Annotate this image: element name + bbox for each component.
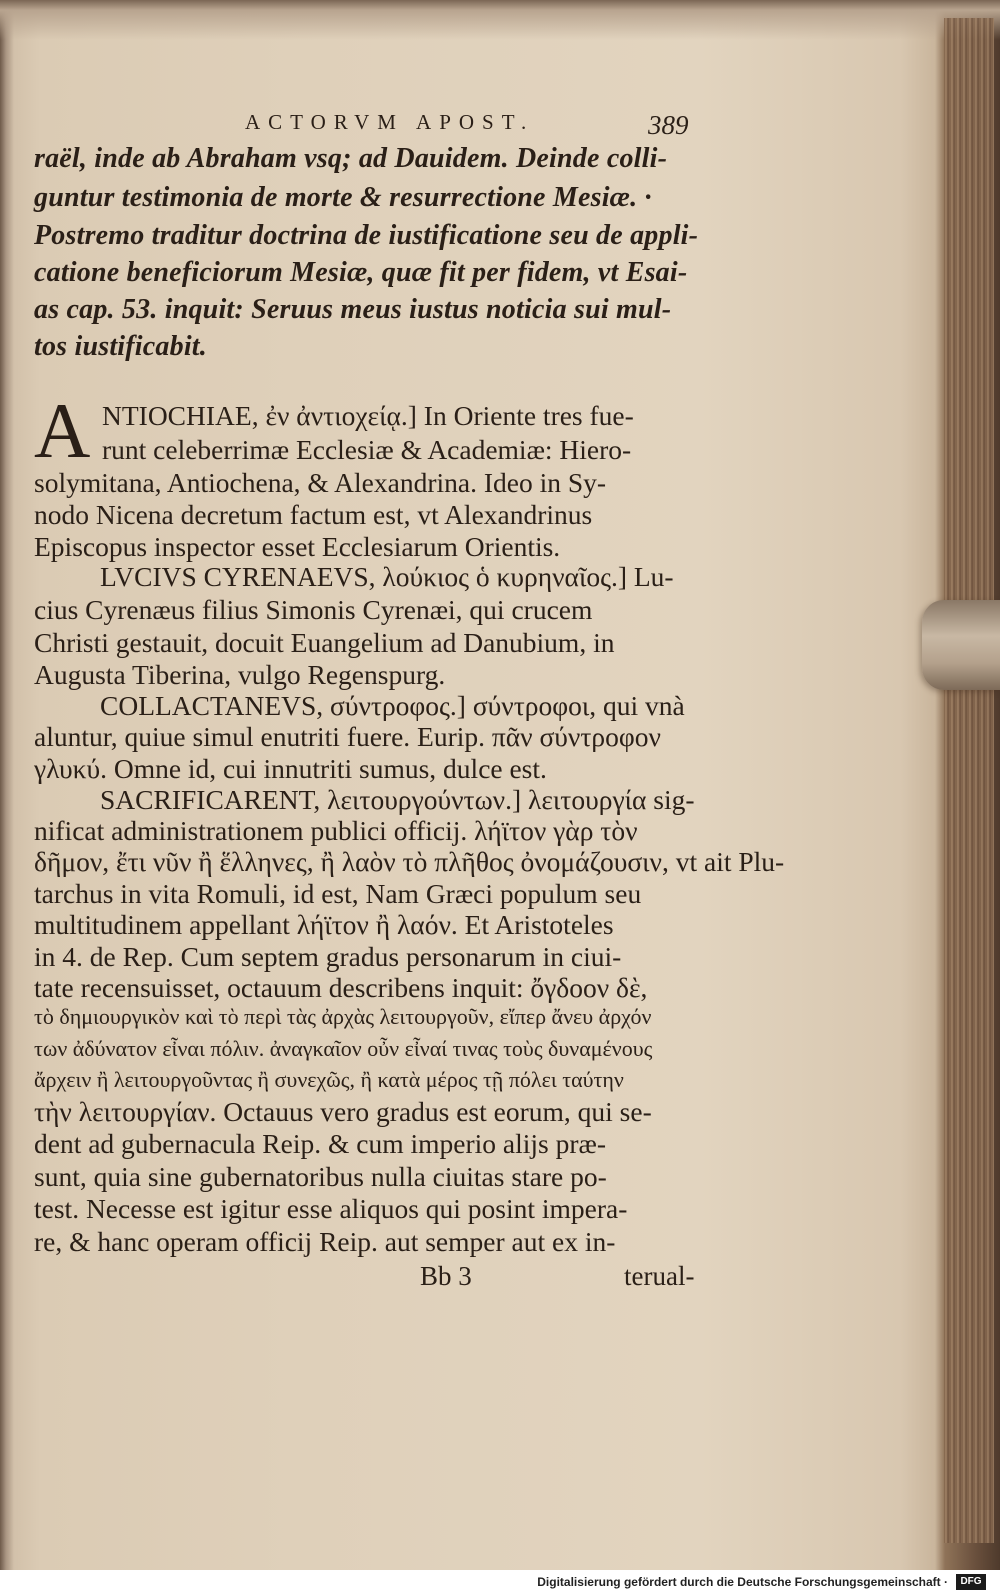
body-line: SACRIFICARENT, λειτουργούντων.] λειτουργία sig- <box>100 784 695 815</box>
body-line: multitudinem appellant λήϊτον ἢ λαόν. Et Aristoteles <box>34 909 614 940</box>
intro-line: as cap. 53. inquit: Seruus meus iustus noticia sui mul- <box>34 294 672 325</box>
body-line: ἄρχειν ἢ λειτουργοῦντας ἢ συνεχῶς, ἢ κατὰ μέρος τῇ πόλει ταύτην <box>34 1067 624 1092</box>
body-line: Augusta Tiberina, vulgo Regenspurg. <box>34 659 446 690</box>
body-line: dent ad gubernacula Reip. & cum imperio alijs præ- <box>34 1128 606 1159</box>
intro-line: guntur testimonia de morte & resurrectione Mesiæ. · <box>34 182 652 213</box>
body-line: runt celeberrimæ Ecclesiæ & Academiæ: Hiero- <box>102 434 632 465</box>
body-line: cius Cyrenæus filius Simonis Cyrenæi, qui crucem <box>34 594 593 625</box>
running-head: ACTORVM APOST. <box>245 110 535 134</box>
body-line: COLLACTANEVS, σύντροφος.] σύντροφοι, qui vnà <box>100 690 685 721</box>
intro-line: Postremo traditur doctrina de iustificatione seu de appli- <box>34 220 699 251</box>
funding-credit: Digitalisierung gefördert durch die Deutsche Forschungsgemeinschaft · <box>537 1575 948 1589</box>
intro-line: tos iustificabit. <box>34 331 207 362</box>
body-line: τὴν λειτουργίαν. Octauus vero gradus est eorum, qui se- <box>34 1096 652 1127</box>
intro-line: catione beneficiorum Mesiæ, quæ fit per fidem, vt Esai- <box>34 257 688 288</box>
signature-mark: Bb 3 <box>420 1261 472 1291</box>
body-line: Episcopus inspector esset Ecclesiarum Orientis. <box>34 531 561 562</box>
body-line: tarchus in vita Romuli, id est, Nam Græci populum seu <box>34 878 642 909</box>
body-line: LVCIVS CYRENAEVS, λούκιος ὁ κυρηναῖος.] Lu- <box>100 561 674 592</box>
body-line: aluntur, quiue simul enutriti fuere. Eurip. πᾶν σύντροφον <box>34 721 661 752</box>
body-line: nodo Nicena decretum factum est, vt Alexandrinus <box>34 499 593 530</box>
footer-bar <box>0 1570 1000 1596</box>
body-line: Christi gestauit, docuit Euangelium ad Danubium, in <box>34 627 615 658</box>
drop-cap: A <box>34 387 91 474</box>
body-line: τὸ δημιουργικὸν καὶ τὸ περὶ τὰς ἀρχὰς λειτουργοῦν, εἴπερ ἄνευ ἀρχόν <box>34 1004 652 1029</box>
intro-line: raël, inde ab Abraham vsq; ad Dauidem. Deinde colli- <box>34 143 668 174</box>
body-line: των ἀδύνατον εἶναι πόλιν. ἀναγκαῖον οὖν εἶναί τινας τοὺς δυναμένους <box>34 1036 653 1061</box>
body-line: in 4. de Rep. Cum septem gradus personarum in ciui- <box>34 941 622 972</box>
body-line: nificat administrationem publici officij. λήϊτον γὰρ τὸν <box>34 815 638 846</box>
body-line: re, & hanc operam officij Reip. aut semper aut ex in- <box>34 1226 616 1257</box>
catchword: terual- <box>624 1261 695 1291</box>
body-line: solymitana, Antiochena, & Alexandrina. Ideo in Sy- <box>34 467 607 498</box>
body-line: NTIOCHIAE, ἐν ἀντιοχείᾳ.] In Oriente tres fue- <box>102 400 634 431</box>
dfg-logo: DFG <box>956 1574 986 1590</box>
body-line: test. Necesse est igitur esse aliquos qui posint impera- <box>34 1193 628 1224</box>
page-number: 389 <box>648 110 689 140</box>
body-line: δῆμον, ἔτι νῦν ἢ ἕλληνες, ἢ λαὸν τὸ πλῆθος ὀνομάζουσιν, vt ait Plu- <box>34 846 785 877</box>
body-line: sunt, quia sine gubernatoribus nulla ciuitas stare po- <box>34 1161 607 1192</box>
body-line: tate recensuisset, octauum describens inquit: ὄγδοον δὲ, <box>34 972 648 1003</box>
body-line: γλυκύ. Omne id, cui innutriti sumus, dulce est. <box>34 753 547 784</box>
